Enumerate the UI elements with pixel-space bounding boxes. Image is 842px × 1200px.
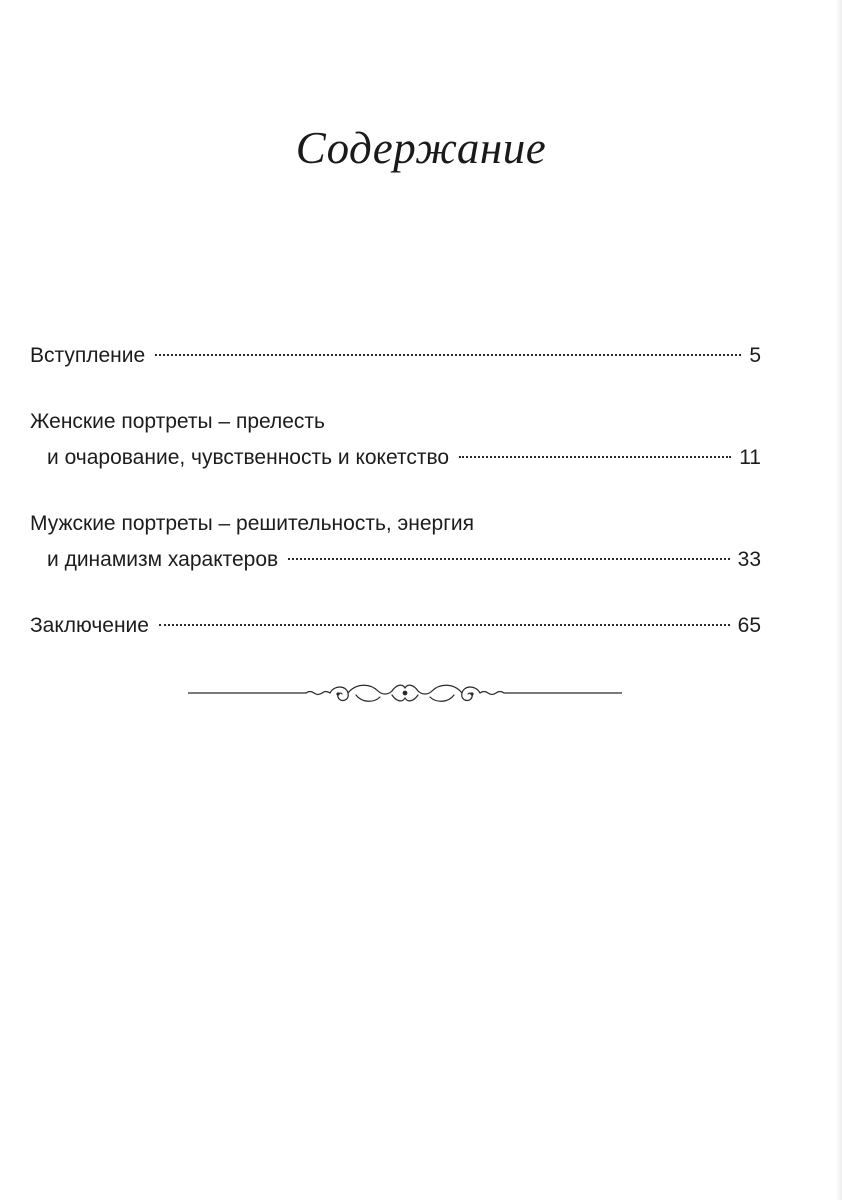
scroll-center-top	[392, 685, 418, 691]
toc-entry[interactable]	[30, 404, 761, 476]
toc-row	[30, 542, 761, 578]
ornament-left-dot	[336, 692, 339, 695]
toc-entry[interactable]	[30, 338, 761, 374]
toc-entry-title-line: Женские портреты – прелесть	[30, 410, 325, 433]
toc-entry-title-continuation: и динамизм характеров	[47, 548, 279, 571]
dot-leader	[155, 354, 741, 356]
scroll-right-wave	[480, 692, 504, 695]
toc-page-number: 11	[739, 446, 761, 469]
page-edge	[836, 0, 842, 1200]
scroll-right-lower-arc	[430, 695, 454, 701]
toc-entry-title: Заключение	[30, 614, 149, 637]
dot-leader	[459, 456, 731, 458]
toc-row	[30, 440, 761, 476]
decorative-divider	[188, 676, 622, 708]
toc-row	[30, 338, 761, 374]
toc-row	[30, 608, 761, 644]
toc-entry[interactable]	[30, 608, 761, 644]
scroll-left-lower-arc	[356, 695, 380, 701]
page-title: Содержание	[295, 123, 547, 173]
toc-page-number: 65	[737, 614, 761, 637]
scroll-left-wave	[306, 692, 330, 695]
ornament-center-dot	[403, 691, 408, 696]
ornament-right-dot	[470, 692, 473, 695]
dot-leader	[159, 624, 730, 626]
scroll-left-arc	[348, 685, 392, 694]
toc-entry[interactable]	[30, 506, 761, 578]
toc-page-number: 33	[737, 548, 761, 571]
toc-entry-title-line: Мужские портреты – решительность, энергия	[30, 512, 474, 535]
dot-leader	[288, 558, 729, 560]
scroll-right-arc	[418, 685, 462, 694]
table-of-contents	[30, 338, 761, 674]
toc-entry-title: Вступление	[30, 344, 146, 367]
toc-entry-title-continuation: и очарование, чувственность и кокетство	[47, 446, 450, 469]
toc-page-number: 5	[749, 344, 761, 367]
scroll-center-bottom	[392, 695, 418, 701]
